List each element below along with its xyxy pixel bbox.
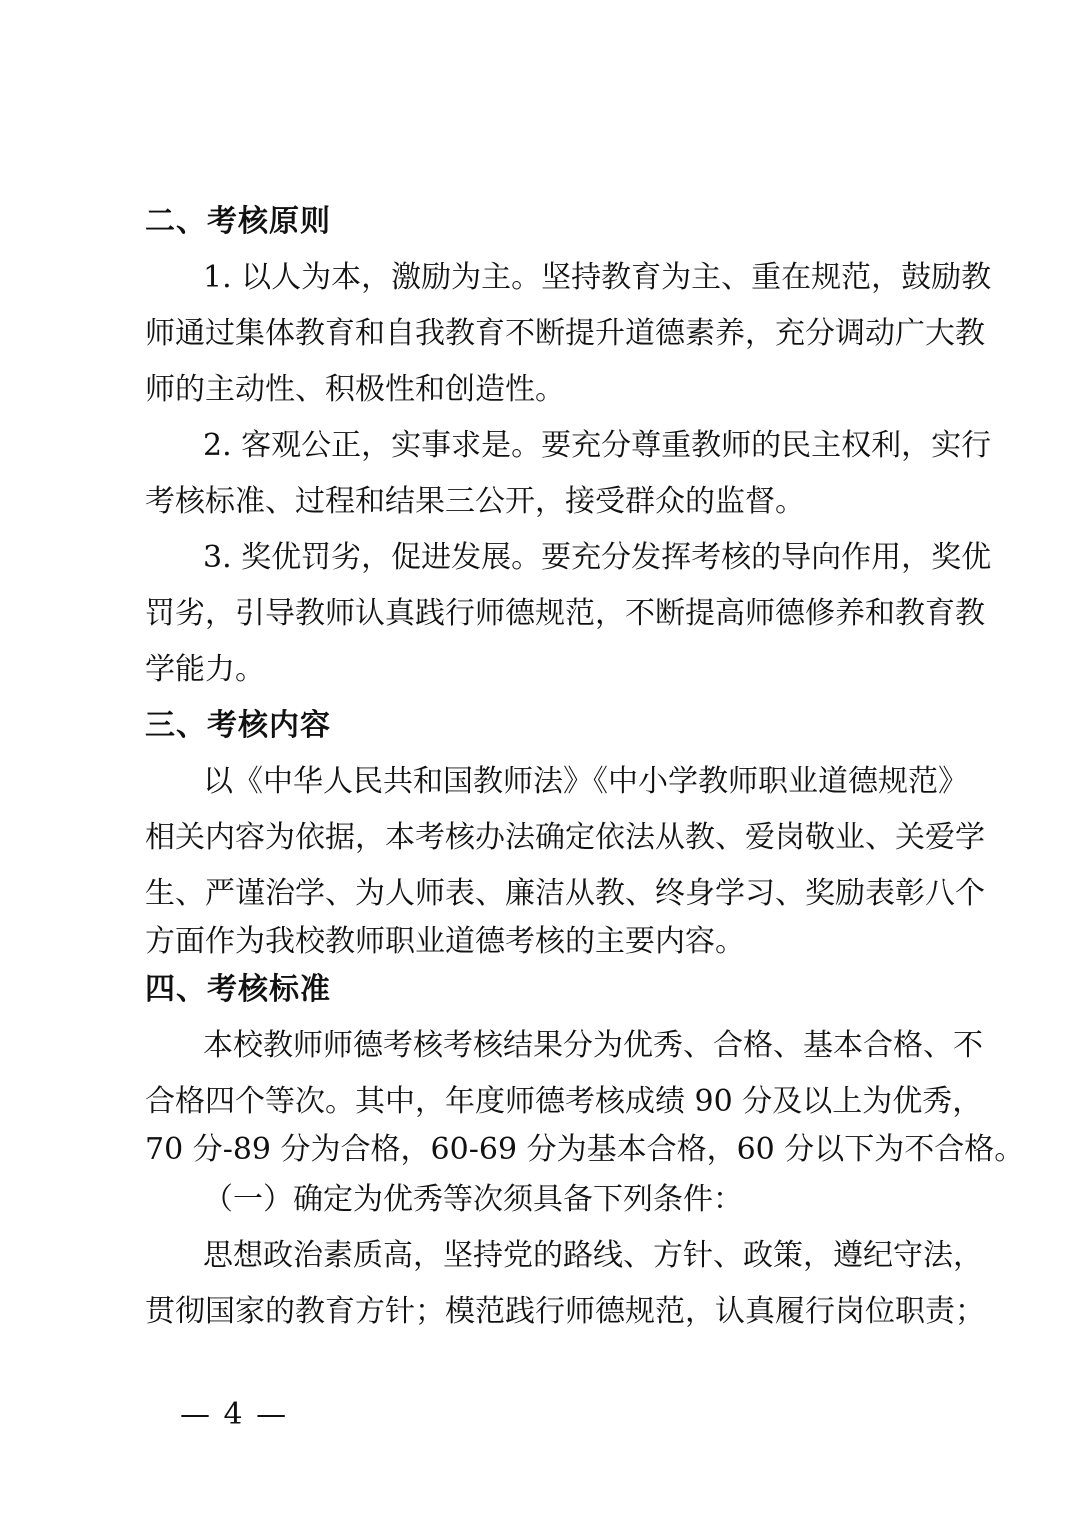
paragraph-line: 考核标准、过程和结果三公开，接受群众的监督。 xyxy=(145,484,805,519)
paragraph-line: 罚劣，引导教师认真践行师德规范，不断提高师德修养和教育教 xyxy=(145,596,985,631)
paragraph-line: 师通过集体教育和自我教育不断提升道德素养，充分调动广大教 xyxy=(145,316,985,351)
section-heading-standards: 四、考核标准 xyxy=(145,972,331,1007)
paragraph-line: 3. 奖优罚劣，促进发展。要充分发挥考核的导向作用，奖优 xyxy=(203,540,992,575)
paragraph-line: 学能力。 xyxy=(145,652,265,687)
paragraph-line: 以《中华人民共和国教师法》《中小学教师职业道德规范》 xyxy=(203,764,968,799)
paragraph-line: 1. 以人为本，激励为主。坚持教育为主、重在规范，鼓励教 xyxy=(203,260,992,295)
section-heading-principles: 二、考核原则 xyxy=(145,204,331,239)
paragraph-line: 方面作为我校教师职业道德考核的主要内容。 xyxy=(145,924,745,959)
section-heading-content: 三、考核内容 xyxy=(145,708,331,743)
paragraph-line: 70 分-89 分为合格，60-69 分为基本合格，60 分以下为不合格。 xyxy=(145,1132,1025,1167)
page-number: — 4 — xyxy=(180,1397,289,1432)
paragraph-line: 生、严谨治学、为人师表、廉洁从教、终身学习、奖励表彰八个 xyxy=(145,876,985,911)
paragraph-line: 思想政治素质高，坚持党的路线、方针、政策，遵纪守法， xyxy=(203,1238,983,1273)
paragraph-line: 师的主动性、积极性和创造性。 xyxy=(145,372,565,407)
paragraph-line: 相关内容为依据，本考核办法确定依法从教、爱岗敬业、关爱学 xyxy=(145,820,985,855)
paragraph-line: 贯彻国家的教育方针；模范践行师德规范，认真履行岗位职责； xyxy=(145,1294,985,1329)
subsection-heading-excellent: （一）确定为优秀等次须具备下列条件： xyxy=(203,1182,743,1217)
paragraph-line: 合格四个等次。其中，年度师德考核成绩 90 分及以上为优秀， xyxy=(145,1084,983,1119)
paragraph-line: 2. 客观公正，实事求是。要充分尊重教师的民主权利，实行 xyxy=(203,428,992,463)
paragraph-line: 本校教师师德考核考核结果分为优秀、合格、基本合格、不 xyxy=(203,1028,983,1063)
